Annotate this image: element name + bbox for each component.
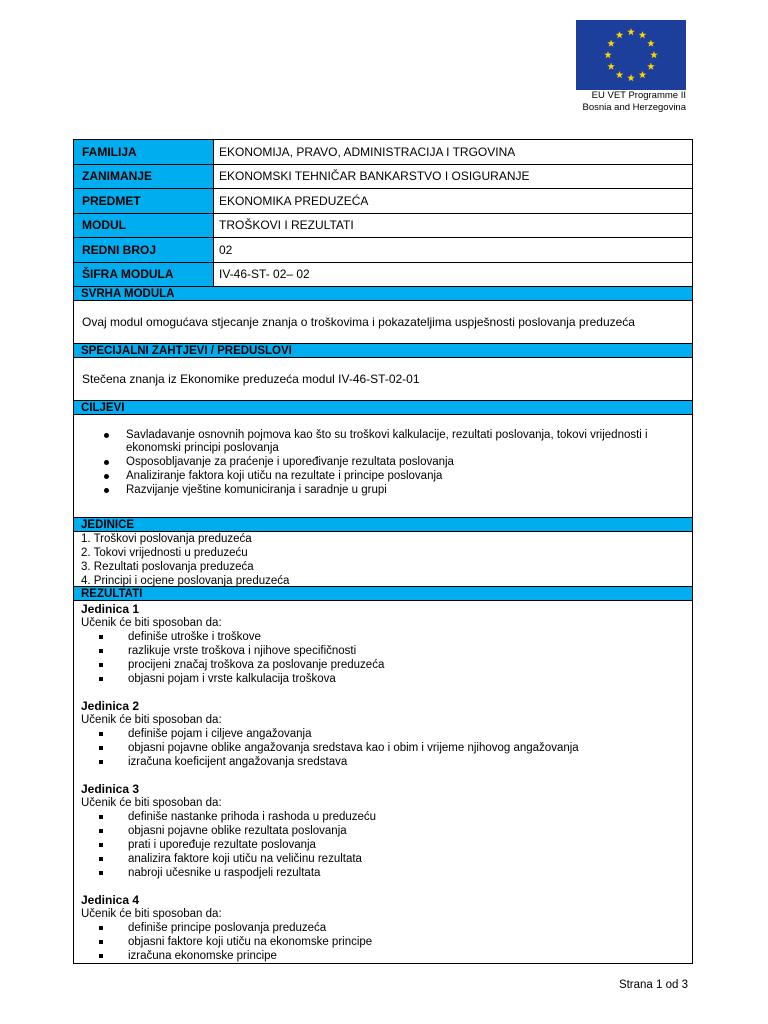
square-bullet-icon — [99, 871, 103, 875]
info-value: EKONOMIJA, PRAVO, ADMINISTRACIJA I TRGOVINA — [219, 144, 516, 159]
info-row-modul — [74, 214, 692, 239]
info-row-zanimanje — [74, 165, 692, 190]
outcome-item — [99, 644, 692, 658]
unit-intro: Učenik će biti sposoban da: — [81, 797, 222, 809]
square-bullet-icon — [99, 746, 103, 750]
info-label: PREDMET — [74, 189, 214, 213]
info-value: IV-46-ST- 02– 02 — [219, 267, 310, 282]
outcome-item — [99, 866, 692, 880]
goal-item — [104, 456, 652, 469]
outcome-text: izračuna ekonomske principe — [128, 950, 277, 962]
info-row-predmet — [74, 189, 692, 214]
outcome-item — [99, 949, 692, 963]
outcome-text: objasni pojavne oblike angažovanja sredstava kao i obim i vrijeme njihovog angažovanja — [128, 742, 579, 754]
unit-intro: Učenik će biti sposoban da: — [81, 714, 222, 726]
programme-name: EU VET Programme II — [591, 90, 686, 101]
section-heading-prerequisites: SPECIJALNI ZAHTJEVI / PREDUSLOVI — [74, 344, 692, 358]
outcome-item — [99, 935, 692, 949]
page-number: Strana 1 od 3 — [618, 979, 688, 991]
goal-item — [104, 484, 652, 497]
outcome-item — [99, 658, 692, 672]
outcome-text: procijeni značaj troškova za poslovanje preduzeća — [128, 659, 385, 671]
outcome-list — [81, 630, 692, 686]
square-bullet-icon — [99, 677, 103, 681]
outcome-item — [99, 810, 692, 824]
info-row-sifra-modula — [74, 263, 692, 288]
outcome-text: objasni pojam i vrste kalkulacija troškova — [128, 673, 336, 685]
units-section — [74, 532, 692, 587]
outcome-item — [99, 727, 692, 741]
square-bullet-icon — [99, 926, 103, 930]
goal-text: Osposobljavanje za praćenje i upoređivanje rezultata poslovanja — [126, 456, 454, 468]
outcome-item — [99, 630, 692, 644]
bullet-icon — [104, 460, 109, 465]
goals-section — [74, 415, 692, 518]
info-value: TROŠKOVI I REZULTATI — [219, 218, 354, 233]
results-unit-2 — [81, 700, 692, 769]
info-label: ZANIMANJE — [74, 165, 214, 189]
results-unit-4 — [81, 894, 692, 963]
outcome-text: objasni faktore koji utiču na ekonomske principe — [128, 936, 373, 948]
outcome-item — [99, 672, 692, 686]
goal-text: Razvijanje vještine komuniciranja i saradnje u grupi — [126, 484, 387, 496]
outcome-text: definiše principe poslovanja preduzeća — [128, 922, 327, 934]
section-heading-units: JEDINICE — [74, 518, 692, 532]
bullet-icon — [104, 433, 109, 438]
square-bullet-icon — [99, 663, 103, 667]
purpose-section — [74, 301, 692, 344]
info-value: EKONOMIKA PREDUZEĆA — [219, 193, 369, 208]
goal-item — [104, 429, 652, 455]
purpose-text: Ovaj modul omogućava stjecanje znanja o troškovima i pokazateljima uspješnosti poslovanja preduzeća — [82, 315, 635, 329]
unit-list-item: 3. Rezultati poslovanja preduzeća — [81, 561, 254, 573]
section-heading-purpose: SVRHA MODULA — [74, 287, 692, 301]
unit-list-item: 2. Tokovi vrijednosti u preduzeću — [81, 547, 248, 559]
results-section — [74, 601, 692, 963]
square-bullet-icon — [99, 649, 103, 653]
square-bullet-icon — [99, 940, 103, 944]
goals-list — [104, 429, 652, 497]
unit-title: Jedinica 1 — [81, 602, 140, 616]
outcome-text: prati i upoređuje rezultate poslovanja — [128, 839, 316, 851]
square-bullet-icon — [99, 732, 103, 736]
outcome-text: izračuna koeficijent angažovanja sredstava — [128, 756, 348, 768]
programme-country: Bosnia and Herzegovina — [582, 102, 686, 113]
outcome-text: razlikuje vrste troškova i njihove specifičnosti — [128, 645, 357, 657]
outcome-list — [81, 810, 692, 880]
section-heading-goals: CILJEVI — [74, 401, 692, 415]
outcome-item — [99, 921, 692, 935]
outcome-text: definiše pojam i ciljeve angažovanja — [128, 728, 312, 740]
goal-text: Analiziranje faktora koji utiču na rezultate i principe poslovanja — [126, 470, 443, 482]
outcome-item — [99, 824, 692, 838]
unit-title: Jedinica 4 — [81, 893, 140, 907]
outcome-text: objasni pojavne oblike rezultata poslovanja — [128, 825, 347, 837]
prerequisites-text: Stečena znanja iz Ekonomike preduzeća modul IV-46-ST-02-01 — [82, 372, 420, 386]
square-bullet-icon — [99, 843, 103, 847]
outcome-list — [81, 727, 692, 769]
info-label: MODUL — [74, 214, 214, 238]
square-bullet-icon — [99, 829, 103, 833]
outcome-item — [99, 852, 692, 866]
outcome-list — [81, 921, 692, 963]
unit-intro: Učenik će biti sposoban da: — [81, 908, 222, 920]
info-row-familija — [74, 140, 692, 165]
goal-item — [104, 470, 652, 483]
prerequisites-section — [74, 358, 692, 401]
module-sheet — [73, 139, 693, 964]
unit-intro: Učenik će biti sposoban da: — [81, 617, 222, 629]
goal-text: Savladavanje osnovnih pojmova kao što su troškovi kalkulacije, rezultati poslovanja, tokovi vrijednosti i ekonomski principi poslovanja — [126, 429, 648, 454]
eu-flag-icon — [576, 20, 686, 90]
unit-list-item: 1. Troškovi poslovanja preduzeća — [81, 533, 252, 545]
section-heading-results: REZULTATI — [74, 587, 692, 601]
square-bullet-icon — [99, 857, 103, 861]
programme-caption — [556, 90, 686, 114]
unit-title: Jedinica 2 — [81, 699, 140, 713]
outcome-text: nabroji učesnike u raspodjeli rezultata — [128, 867, 321, 879]
results-unit-3 — [81, 783, 692, 880]
info-row-redni-broj — [74, 238, 692, 263]
outcome-text: definiše nastanke prihoda i rashoda u preduzeću — [128, 811, 377, 823]
square-bullet-icon — [99, 635, 103, 639]
outcome-item — [99, 838, 692, 852]
unit-title: Jedinica 3 — [81, 782, 140, 796]
outcome-item — [99, 741, 692, 755]
outcome-item — [99, 755, 692, 769]
square-bullet-icon — [99, 815, 103, 819]
outcome-text: analizira faktore koji utiču na veličinu rezultata — [128, 853, 362, 865]
info-value: 02 — [219, 242, 233, 257]
info-label: FAMILIJA — [74, 140, 214, 164]
info-value: EKONOMSKI TEHNIČAR BANKARSTVO I OSIGURANJE — [219, 169, 530, 184]
bullet-icon — [104, 474, 109, 479]
square-bullet-icon — [99, 954, 103, 958]
unit-list-item: 4. Principi i ocjene poslovanja preduzeća — [81, 575, 290, 587]
results-unit-1 — [81, 603, 692, 686]
info-label: ŠIFRA MODULA — [74, 263, 214, 287]
info-label: REDNI BROJ — [74, 238, 214, 262]
bullet-icon — [104, 488, 109, 493]
outcome-text: definiše utroške i troškove — [128, 631, 261, 643]
square-bullet-icon — [99, 760, 103, 764]
